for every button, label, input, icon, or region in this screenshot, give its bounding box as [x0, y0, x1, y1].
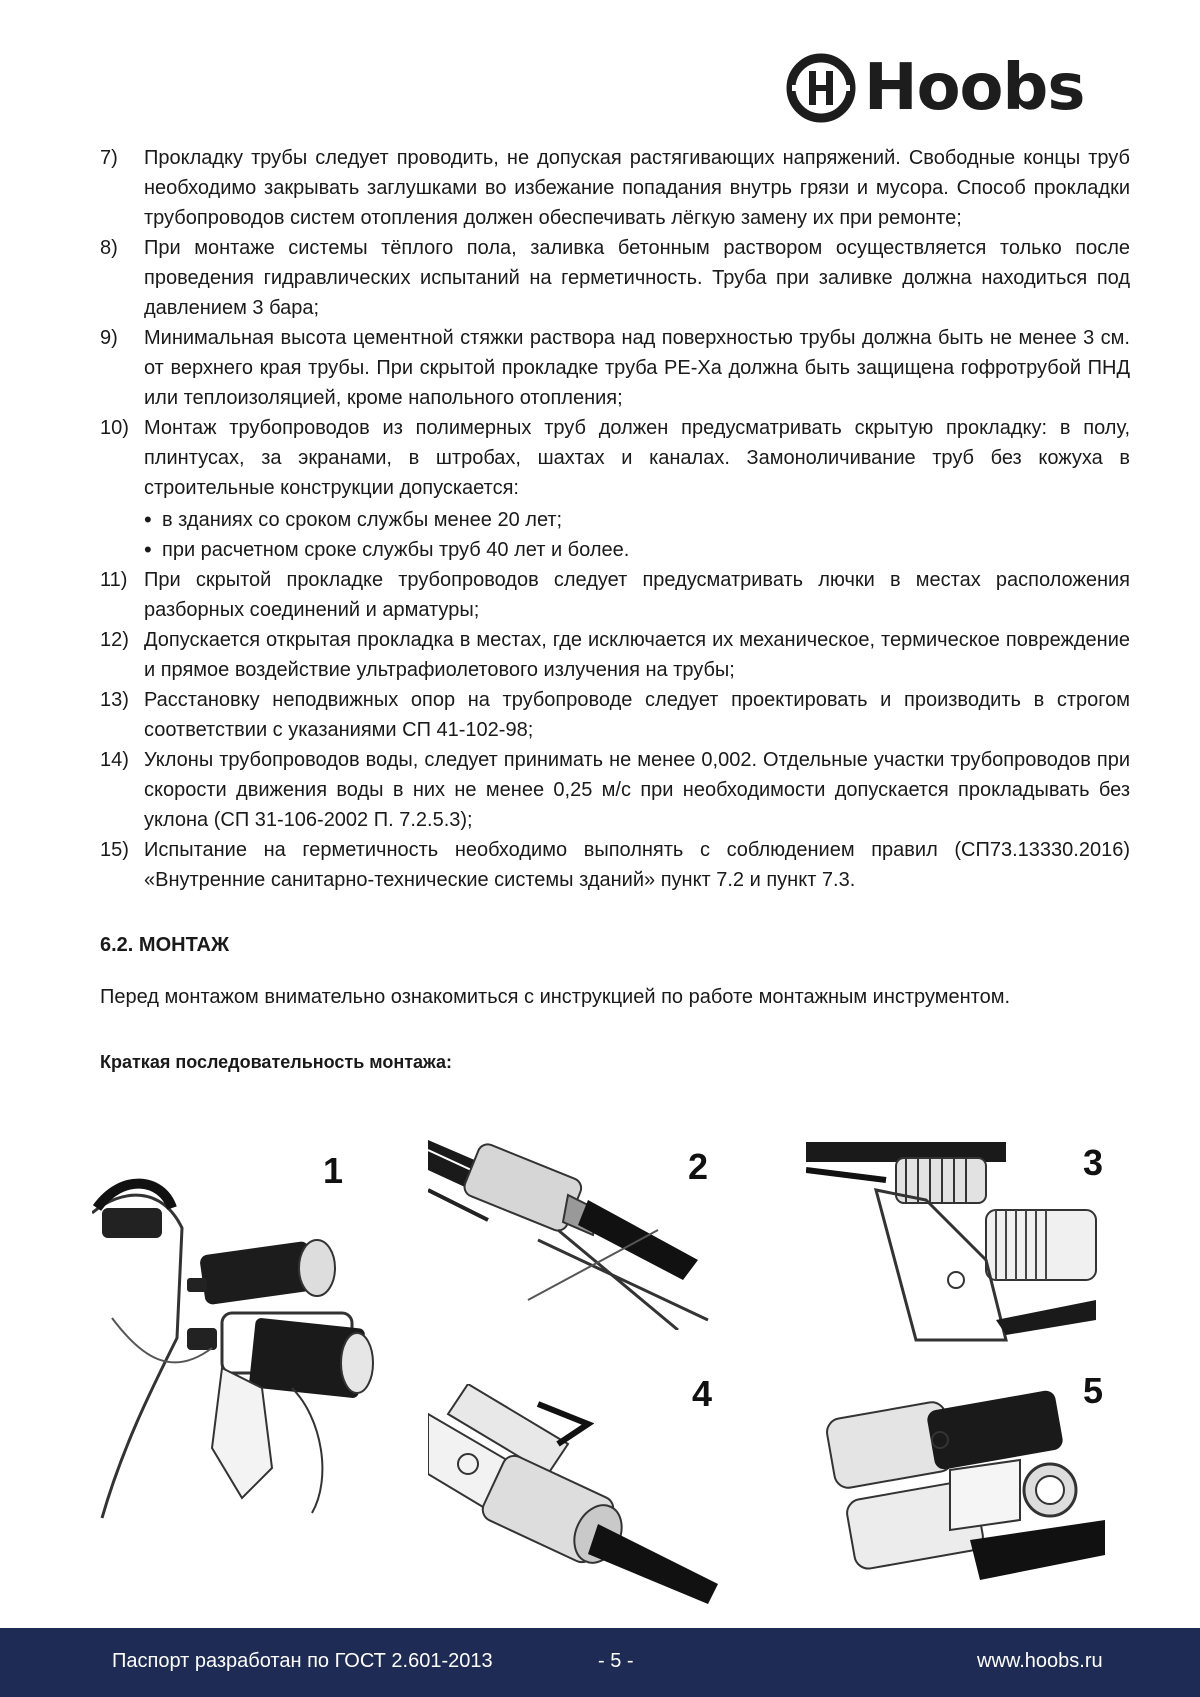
- sequence-title: Краткая последовательность монтажа:: [100, 1052, 453, 1072]
- bullet-item: • в зданиях со сроком службы менее 20 лет;: [144, 505, 1130, 535]
- item-text: Прокладку трубы следует проводить, не допуская растягивающих напряжений. Свободные концы труб необходимо закрывать заглушками во избежание попадания внутрь грязи и мусора. Способ прокладки трубопроводов систем отопления должен обеспечивать лёгкую замену их при ремонте;: [144, 147, 1130, 229]
- item-number: 10): [100, 417, 129, 439]
- list-item: [100, 625, 1130, 685]
- item-text: Допускается открытая прокладка в местах, где исключается их механическое, термическое повреждение и прямое воздействие ультрафиолетового излучения на трубы;: [144, 629, 1130, 681]
- page-footer: [0, 1628, 1200, 1697]
- item-number: 7): [100, 147, 118, 169]
- item-number: 8): [100, 237, 118, 259]
- section-heading: 6.2. МОНТАЖ: [100, 934, 230, 956]
- installation-rules-list: [100, 143, 1130, 895]
- step-2-illustration: [428, 1130, 718, 1330]
- bullet-list: [144, 505, 1130, 565]
- step-1-number: 1: [323, 1150, 344, 1191]
- list-item: [100, 323, 1130, 413]
- hoobs-logo-icon: [786, 53, 856, 123]
- finished-joint-icon: [820, 1380, 1105, 1600]
- bullet-item: • при расчетном сроке службы труб 40 лет и более.: [144, 535, 1130, 565]
- step-5-illustration: [820, 1380, 1105, 1600]
- step-4-number: 4: [692, 1373, 713, 1414]
- item-text: При монтаже системы тёплого пола, заливка бетонным раствором осуществляется только после проведения гидравлических испытаний на герметичность. Труба при заливке должна находиться под давлением 3 бара;: [144, 237, 1130, 319]
- item-text: Минимальная высота цементной стяжки раствора над поверхностью трубы должна быть не менее 3 см. от верхнего края трубы. При скрытой прокладке труба PE-Xa должна быть защищена гофротрубой ПНД или теплоизоляцией, кроме напольного отопления;: [144, 327, 1130, 409]
- step-3-number: 3: [1083, 1142, 1104, 1183]
- item-text: Испытание на герметичность необходимо выполнять с соблюдением правил (СП73.13330.2016) «Внутренние санитарно-технические системы зданий» пункт 7.2 и пункт 7.3.: [144, 839, 1130, 891]
- item-number: 11): [100, 569, 128, 591]
- step-2-number: 2: [688, 1146, 709, 1187]
- step-5-number: 5: [1083, 1370, 1104, 1411]
- step-3-illustration: [806, 1130, 1102, 1345]
- list-item: [100, 745, 1130, 835]
- item-text: Расстановку неподвижных опор на трубопроводе следует проектировать и производить в строгом соответствии с указаниями СП 41-102-98;: [144, 689, 1130, 741]
- list-item: [100, 835, 1130, 895]
- list-item: [100, 143, 1130, 233]
- item-text: При скрытой прокладке трубопроводов следует предусматривать лючки в местах расположения разборных соединений и арматуры;: [144, 569, 1130, 621]
- list-item: [100, 413, 1130, 565]
- page-number: - 5 -: [598, 1650, 634, 1672]
- list-item: [100, 685, 1130, 745]
- hoobs-logo: [786, 52, 1084, 124]
- pipe-insert-icon: [428, 1130, 718, 1330]
- list-item: [100, 565, 1130, 625]
- item-text: Уклоны трубопроводов воды, следует принимать не менее 0,002. Отдельные участки трубопроводов при скорости движения воды в них не менее 0,25 м/с при необходимости допускается прокладывать без уклона (СП 31-106-2002 П. 7.2.5.3);: [144, 749, 1130, 831]
- footer-standard-note: Паспорт разработан по ГОСТ 2.601-2013: [112, 1650, 493, 1672]
- section-intro: Перед монтажом внимательно ознакомиться с инструкцией по работе монтажным инструментом.: [100, 986, 1011, 1008]
- item-number: 9): [100, 327, 118, 349]
- item-number: 14): [100, 749, 129, 771]
- list-item: [100, 233, 1130, 323]
- pressing-tool-icon: [428, 1384, 718, 1604]
- website-link[interactable]: www.hoobs.ru: [977, 1650, 1103, 1672]
- item-number: 15): [100, 839, 129, 861]
- logo-wordmark: Hoobs: [864, 51, 1085, 125]
- item-number: 13): [100, 689, 129, 711]
- item-number: 12): [100, 629, 129, 651]
- expander-tool-icon: [806, 1130, 1102, 1345]
- step-4-illustration: [428, 1384, 718, 1604]
- item-text: Монтаж трубопроводов из полимерных труб должен предусматривать скрытую прокладку: в полу, плинтусах, за экранами, в штробах, шахтах и каналах. Замоноличивание труб без кожуха в строительные конструкции допускается:: [144, 417, 1130, 499]
